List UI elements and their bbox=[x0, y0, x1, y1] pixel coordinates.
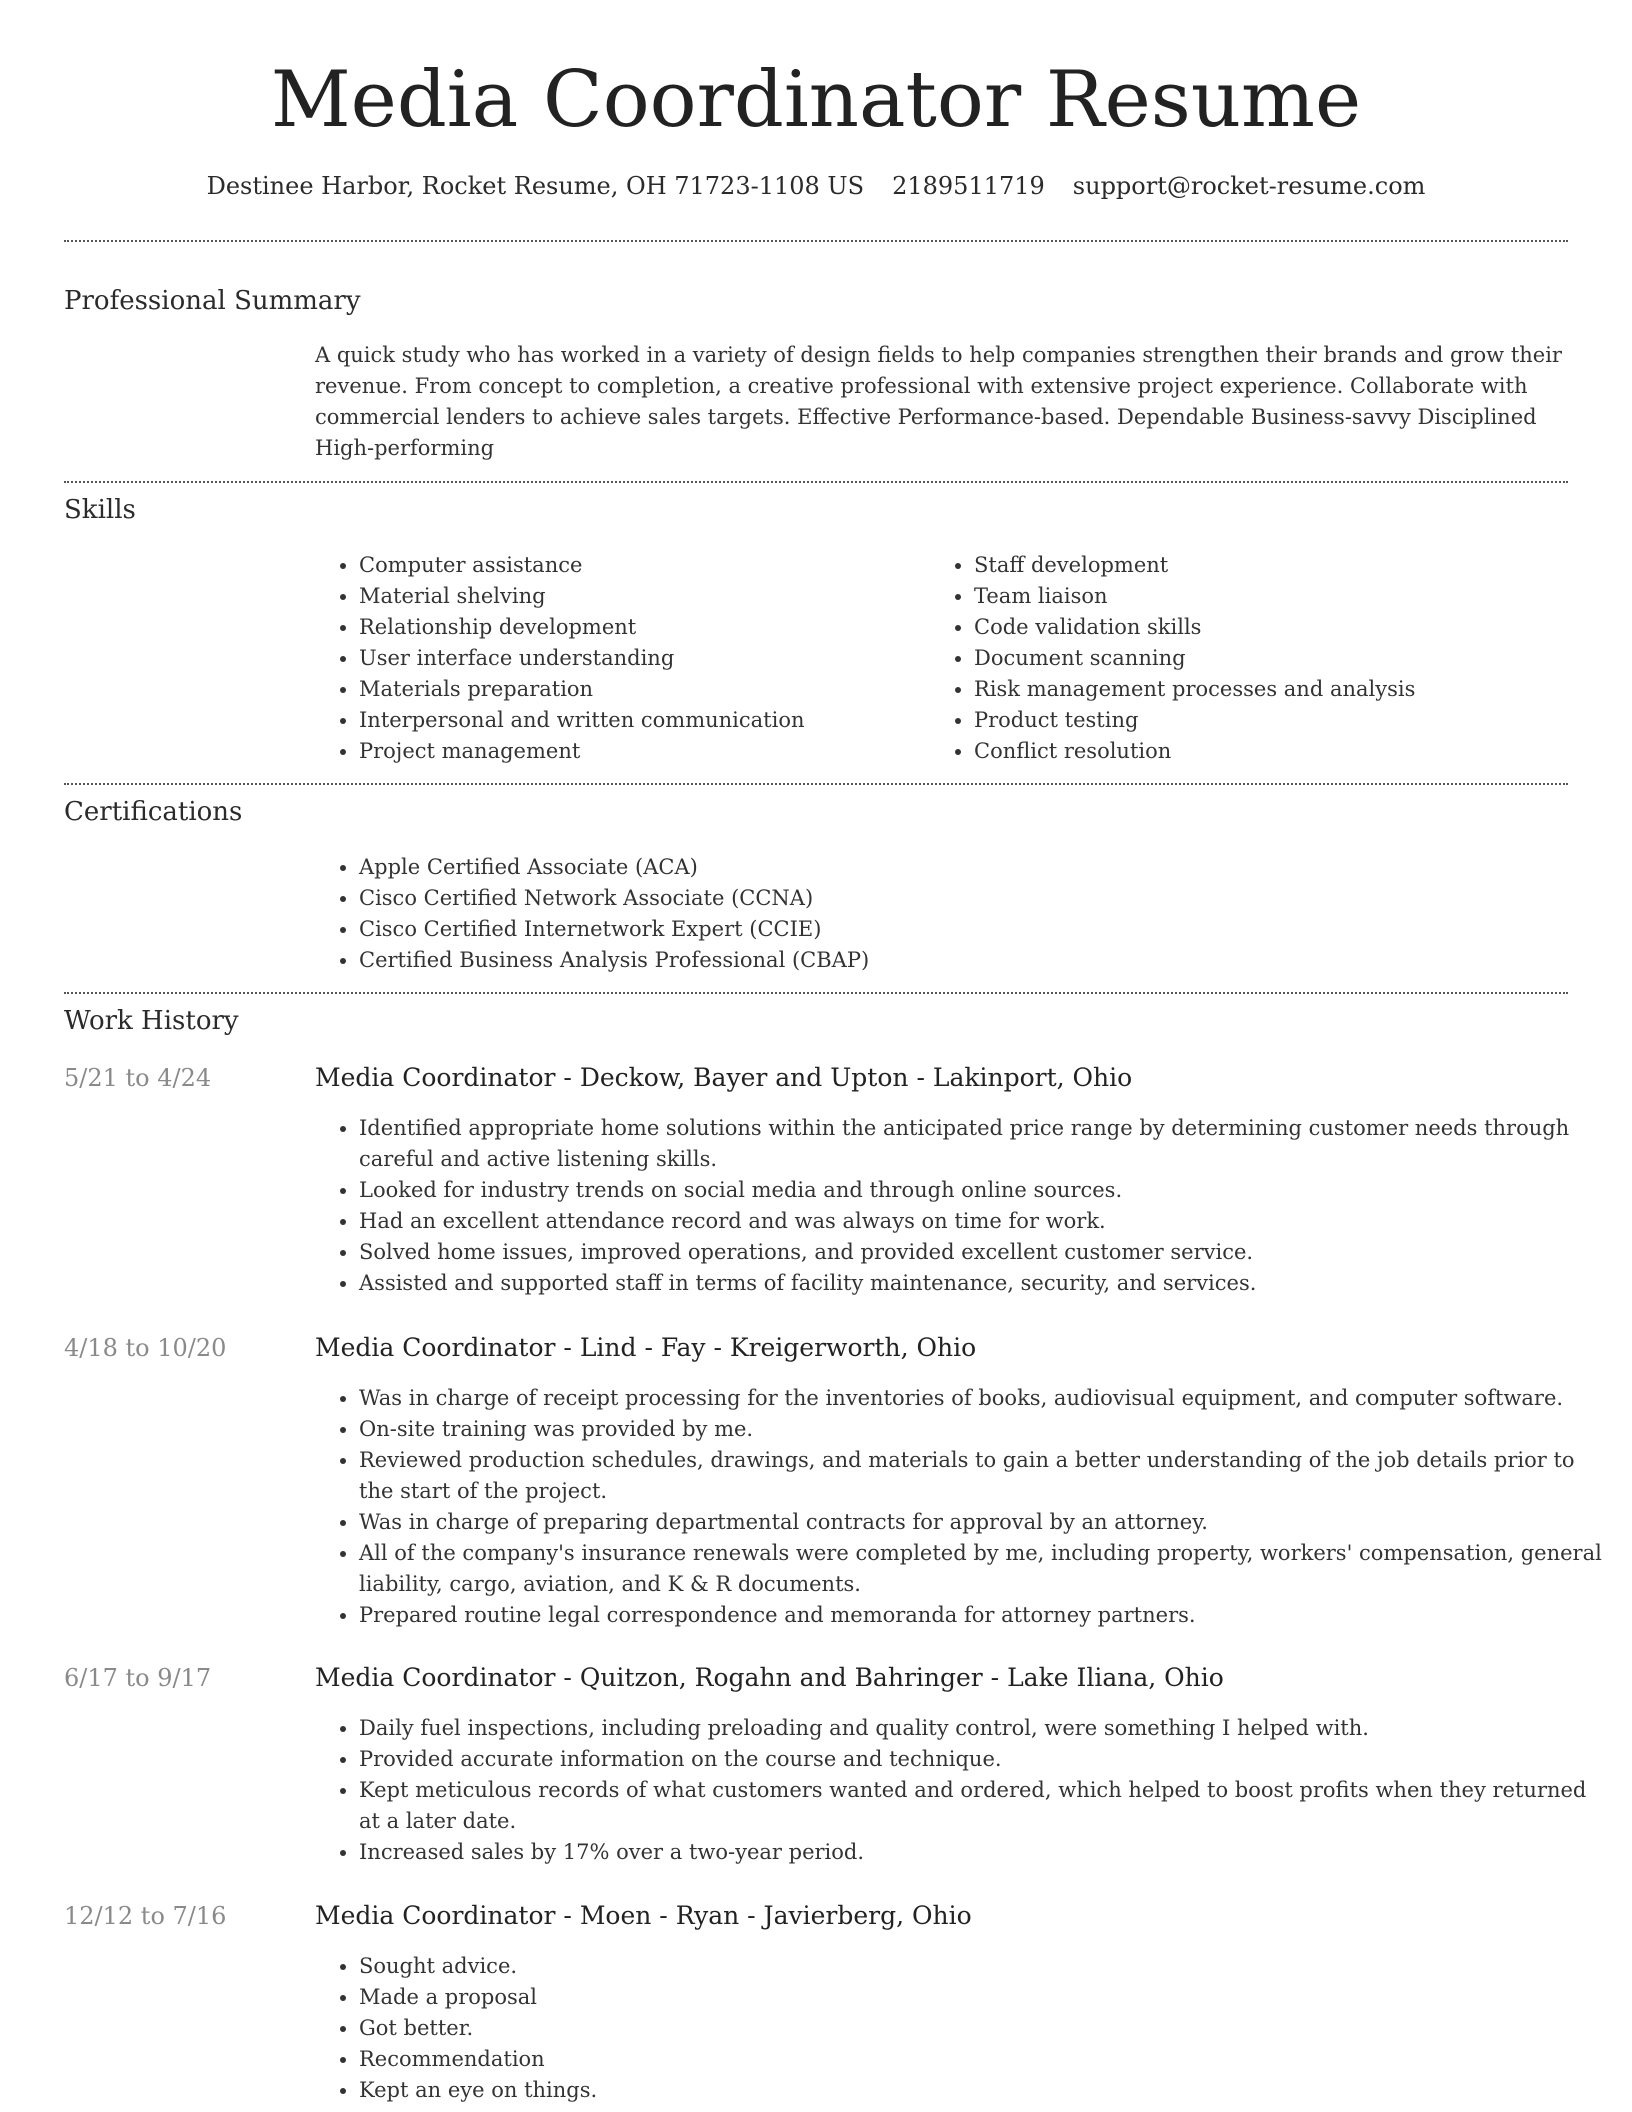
summary-text: A quick study who has worked in a variety of design fields to help companies strengthen their brands and grow their revenue. From concept to completion, a creative professional with extensive project experience. Collaborate with commercial lenders to achieve sales targets. Effective Performance-based. Dependable Business-savvy Disciplined High-performing bbox=[315, 343, 1562, 460]
skill-item: • Computer assistance bbox=[359, 550, 919, 581]
skill-item: • Team liaison bbox=[974, 581, 1594, 612]
skill-item: • Document scanning bbox=[974, 643, 1594, 674]
job-title: Media Coordinator - Lind - Fay - Kreigerworth, Ohio bbox=[315, 1333, 977, 1362]
job-title: Media Coordinator - Quitzon, Rogahn and Bahringer - Lake Iliana, Ohio bbox=[315, 1663, 1224, 1692]
job-bullet: • Daily fuel inspections, including preloading and quality control, were something I helped with. bbox=[359, 1713, 1609, 1744]
job-bullet: • Was in charge of preparing departmental contracts for approval by an attorney. bbox=[359, 1507, 1609, 1538]
job-title: Media Coordinator - Deckow, Bayer and Upton - Lakinport, Ohio bbox=[315, 1063, 1133, 1092]
section-divider bbox=[64, 240, 1568, 242]
job-bullets bbox=[315, 1383, 1609, 1631]
job-bullet: • Had an excellent attendance record and was always on time for work. bbox=[359, 1206, 1609, 1237]
skill-item: • Conflict resolution bbox=[974, 736, 1594, 767]
section-divider bbox=[64, 992, 1568, 994]
job-bullet: • Provided accurate information on the course and technique. bbox=[359, 1744, 1609, 1775]
contact-phone: 2189511719 bbox=[892, 172, 1045, 200]
job-bullet: • Recommendation bbox=[359, 2044, 1609, 2075]
job-dates: 6/17 to 9/17 bbox=[64, 1664, 212, 1692]
job-bullet: • Got better. bbox=[359, 2013, 1609, 2044]
skill-item: • Product testing bbox=[974, 705, 1594, 736]
skill-item: • Interpersonal and written communication bbox=[359, 705, 919, 736]
job-bullets bbox=[315, 1713, 1609, 1868]
job-bullet: • Kept an eye on things. bbox=[359, 2075, 1609, 2106]
certifications-heading: Certifications bbox=[64, 797, 243, 827]
skill-item: • Staff development bbox=[974, 550, 1594, 581]
job-bullet: • Was in charge of receipt processing for the inventories of books, audiovisual equipment, and computer software. bbox=[359, 1383, 1609, 1414]
job-dates: 4/18 to 10/20 bbox=[64, 1334, 227, 1362]
job-bullet: • Looked for industry trends on social media and through online sources. bbox=[359, 1175, 1609, 1206]
job-bullet: • On-site training was provided by me. bbox=[359, 1414, 1609, 1445]
job-bullet: • Made a proposal bbox=[359, 1982, 1609, 2013]
job-bullets bbox=[315, 1951, 1609, 2106]
job-bullet: • Identified appropriate home solutions within the anticipated price range by determining customer needs through careful and active listening skills. bbox=[359, 1113, 1609, 1175]
job-bullet: • Kept meticulous records of what customers wanted and ordered, which helped to boost profits when they returned at a later date. bbox=[359, 1775, 1609, 1837]
job-dates: 12/12 to 7/16 bbox=[64, 1902, 227, 1930]
section-divider bbox=[64, 783, 1568, 785]
job-dates: 5/21 to 4/24 bbox=[64, 1064, 212, 1092]
job-bullet: • Reviewed production schedules, drawings, and materials to gain a better understanding of the job details prior to the start of the project. bbox=[359, 1445, 1609, 1507]
job-bullet: • Assisted and supported staff in terms of facility maintenance, security, and services. bbox=[359, 1268, 1609, 1299]
skill-item: • Project management bbox=[359, 736, 919, 767]
section-divider bbox=[64, 481, 1568, 483]
skill-item: • Materials preparation bbox=[359, 674, 919, 705]
job-bullets bbox=[315, 1113, 1609, 1299]
job-title: Media Coordinator - Moen - Ryan - Javierberg, Ohio bbox=[315, 1901, 972, 1930]
job-bullet: • Solved home issues, improved operations, and provided excellent customer service. bbox=[359, 1237, 1609, 1268]
skills-list-left bbox=[315, 550, 919, 767]
skills-list-right bbox=[930, 550, 1594, 767]
skill-item: • Code validation skills bbox=[974, 612, 1594, 643]
job-bullet: • All of the company's insurance renewals were completed by me, including property, workers' compensation, general liability, cargo, aviation, and K & R documents. bbox=[359, 1538, 1609, 1600]
certification-item: • Certified Business Analysis Professional (CBAP) bbox=[359, 945, 1559, 976]
skill-item: • Relationship development bbox=[359, 612, 919, 643]
job-bullet: • Increased sales by 17% over a two-year period. bbox=[359, 1837, 1609, 1868]
certification-item: • Apple Certified Associate (ACA) bbox=[359, 852, 1559, 883]
skill-item: • User interface understanding bbox=[359, 643, 919, 674]
skill-item: • Material shelving bbox=[359, 581, 919, 612]
certification-item: • Cisco Certified Network Associate (CCNA) bbox=[359, 883, 1559, 914]
page-title: Media Coordinator Resume bbox=[270, 55, 1362, 145]
contact-email: support@rocket-resume.com bbox=[1072, 172, 1426, 200]
skill-item: • Risk management processes and analysis bbox=[974, 674, 1594, 705]
work-history-heading: Work History bbox=[64, 1006, 239, 1036]
skills-heading: Skills bbox=[64, 495, 136, 525]
contact-address: Destinee Harbor, Rocket Resume, OH 71723-1108 US bbox=[206, 172, 865, 200]
summary-heading: Professional Summary bbox=[64, 286, 361, 316]
job-bullet: • Sought advice. bbox=[359, 1951, 1609, 1982]
certifications-list bbox=[315, 852, 1559, 976]
contact-line bbox=[0, 170, 1632, 202]
job-bullet: • Prepared routine legal correspondence and memoranda for attorney partners. bbox=[359, 1600, 1609, 1631]
certification-item: • Cisco Certified Internetwork Expert (CCIE) bbox=[359, 914, 1559, 945]
